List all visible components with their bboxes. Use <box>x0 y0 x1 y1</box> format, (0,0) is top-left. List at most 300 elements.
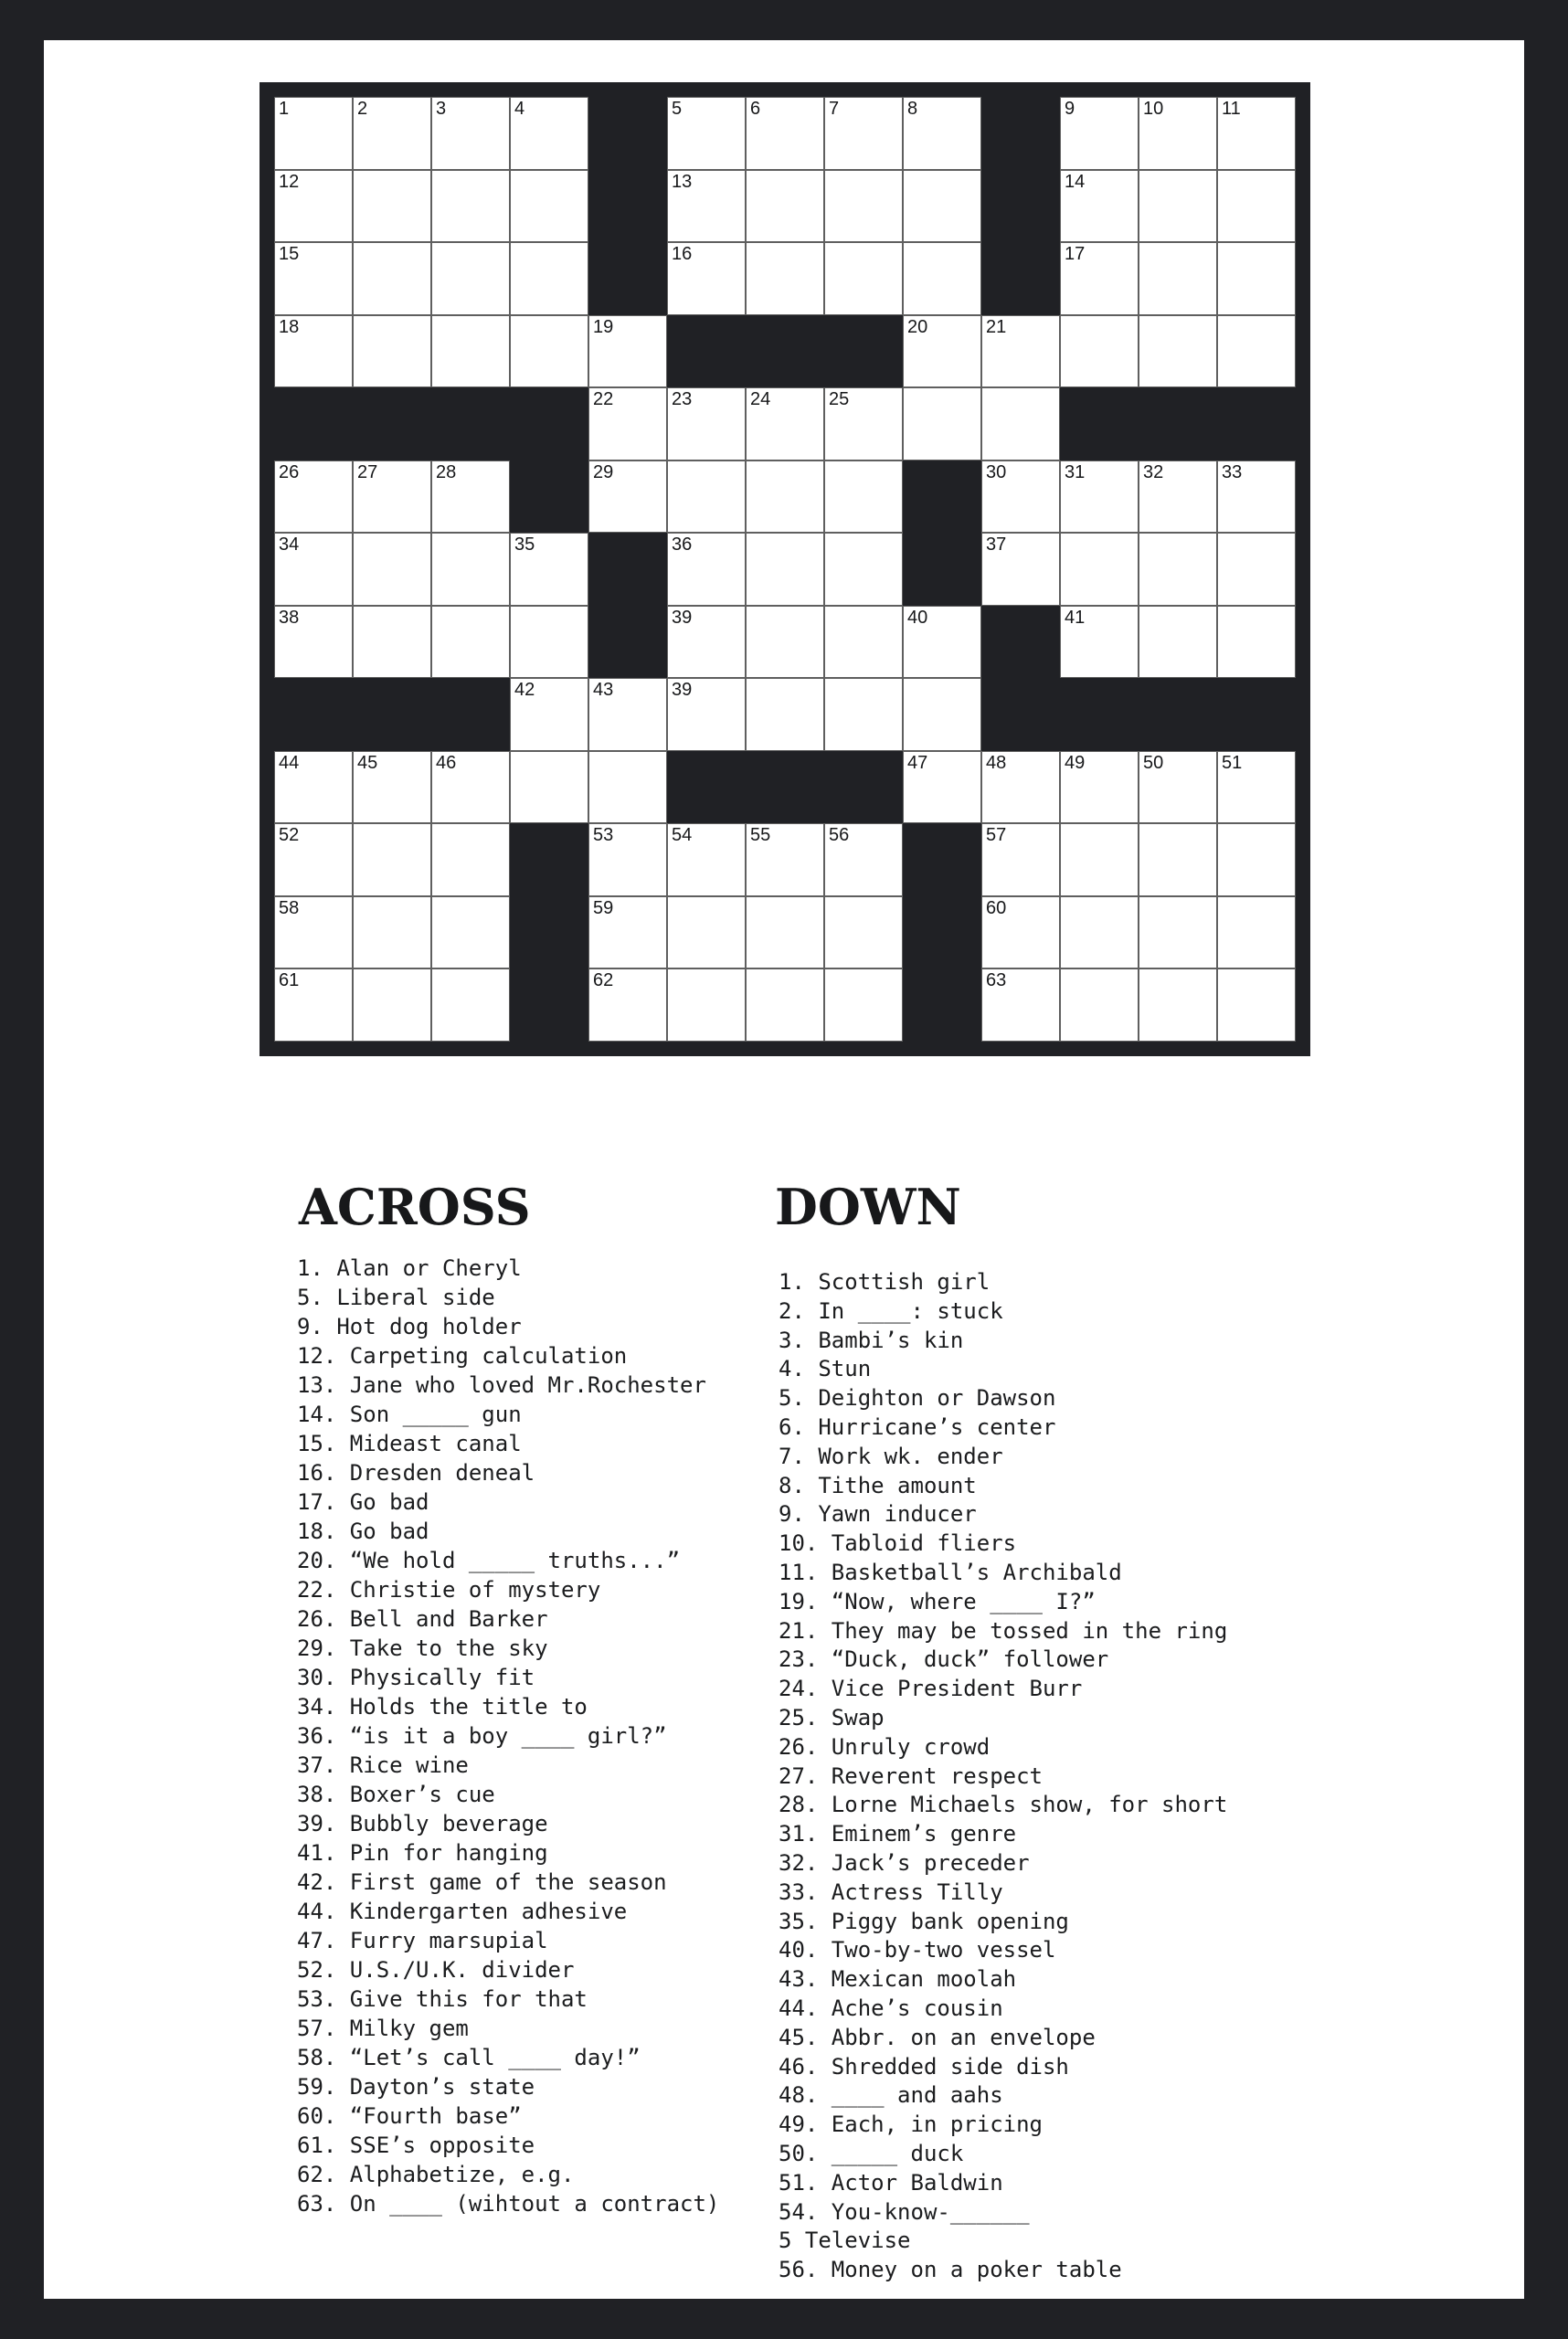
grid-cell[interactable] <box>274 242 353 315</box>
grid-cell[interactable] <box>1139 823 1217 896</box>
clue-line: 39. Bubbly beverage <box>297 1811 548 1836</box>
clue-line: 43. Mexican moolah <box>779 1966 1017 1993</box>
grid-cell[interactable] <box>667 606 746 679</box>
clue-line: 33. Actress Tilly <box>779 1879 1003 1905</box>
black-cell <box>588 242 667 315</box>
clue-line: 56. Money on a poker table <box>779 2257 1122 2283</box>
cell-number: 25 <box>829 389 850 409</box>
grid-cell[interactable] <box>1060 533 1139 606</box>
clue-line: 8. Tithe amount <box>779 1472 977 1498</box>
grid-cell[interactable] <box>746 97 824 170</box>
grid-cell[interactable] <box>1139 460 1217 534</box>
grid-cell[interactable] <box>588 896 667 969</box>
black-cell <box>981 606 1060 679</box>
grid-cell[interactable] <box>431 460 510 534</box>
clue-line: 11. Basketball’s Archibald <box>779 1559 1122 1585</box>
cell-number: 38 <box>279 607 300 628</box>
clue-line: 59. Dayton’s state <box>297 2074 535 2100</box>
grid-cell[interactable] <box>667 678 746 751</box>
grid-cell[interactable] <box>353 606 431 679</box>
cell-number: 28 <box>436 461 457 482</box>
cell-number: 8 <box>907 99 918 119</box>
clue-line: 52. U.S./U.K. divider <box>297 1957 575 1983</box>
cell-number: 29 <box>593 461 614 482</box>
clue-line: 36. “is it a boy ____ girl?” <box>297 1723 667 1749</box>
grid-cell[interactable] <box>981 751 1060 824</box>
grid-cell[interactable] <box>274 968 353 1042</box>
grid-cell[interactable] <box>1139 170 1217 243</box>
cell-number: 63 <box>986 970 1007 990</box>
grid-cell[interactable] <box>981 315 1060 388</box>
cell-number: 3 <box>436 99 447 119</box>
grid-cell[interactable] <box>1217 533 1296 606</box>
black-cell <box>1060 387 1139 460</box>
grid-cell[interactable] <box>667 460 746 534</box>
cell-number: 23 <box>672 389 693 409</box>
cell-number: 39 <box>672 607 693 628</box>
cell-number: 45 <box>357 752 378 773</box>
black-cell <box>510 823 588 896</box>
cell-number: 40 <box>907 607 928 628</box>
clue-line: 42. First game of the season <box>297 1869 667 1895</box>
clue-line: 7. Work wk. ender <box>779 1443 1003 1469</box>
cell-number: 36 <box>672 534 693 555</box>
clue-line: 29. Take to the sky <box>297 1635 548 1661</box>
grid-cell[interactable] <box>274 97 353 170</box>
cell-number: 5 <box>672 99 683 119</box>
cell-number: 44 <box>279 752 300 773</box>
grid-cell[interactable] <box>1060 823 1139 896</box>
cell-number: 6 <box>750 99 761 119</box>
grid-cell[interactable] <box>353 242 431 315</box>
grid-cell[interactable] <box>274 533 353 606</box>
black-cell <box>588 170 667 243</box>
grid-cell[interactable] <box>431 242 510 315</box>
clue-line: 62. Alphabetize, e.g. <box>297 2162 575 2187</box>
grid-cell[interactable] <box>903 606 981 679</box>
grid-cell[interactable] <box>1060 170 1139 243</box>
clue-line: 60. “Fourth base” <box>297 2103 522 2129</box>
clue-line: 21. They may be tossed in the ring <box>779 1617 1228 1644</box>
cell-number: 55 <box>750 825 771 845</box>
grid-cell[interactable] <box>510 606 588 679</box>
black-cell <box>1217 678 1296 751</box>
grid-cell[interactable] <box>903 678 981 751</box>
cell-number: 50 <box>1143 752 1164 773</box>
clue-line: 1. Alan or Cheryl <box>297 1255 522 1281</box>
grid-cell[interactable] <box>353 968 431 1042</box>
down-clue-list <box>779 1268 1227 2285</box>
black-cell <box>510 896 588 969</box>
grid-cell[interactable] <box>1139 751 1217 824</box>
grid-cell[interactable] <box>274 606 353 679</box>
black-cell <box>588 606 667 679</box>
grid-cell[interactable] <box>903 315 981 388</box>
black-cell <box>903 896 981 969</box>
grid-cell[interactable] <box>1217 97 1296 170</box>
grid-cell[interactable] <box>1217 606 1296 679</box>
cell-number: 48 <box>986 752 1007 773</box>
grid-cell[interactable] <box>824 170 903 243</box>
grid-cell[interactable] <box>667 97 746 170</box>
grid-cell[interactable] <box>903 387 981 460</box>
cell-number: 30 <box>986 461 1007 482</box>
grid-cell[interactable] <box>274 751 353 824</box>
clue-line: 20. “We hold _____ truths...” <box>297 1548 681 1573</box>
grid-cell[interactable] <box>1060 896 1139 969</box>
cell-number: 56 <box>829 825 850 845</box>
clue-line: 50. _____ duck <box>779 2140 964 2166</box>
clue-line: 16. Dresden deneal <box>297 1460 535 1486</box>
cell-number: 51 <box>1222 752 1243 773</box>
cell-number: 35 <box>514 534 535 555</box>
grid-cell[interactable] <box>588 460 667 534</box>
across-header: ACROSS <box>299 1178 531 1236</box>
grid-cell[interactable] <box>274 170 353 243</box>
clue-line: 5. Deighton or Dawson <box>779 1385 1056 1412</box>
grid-cell[interactable] <box>1060 968 1139 1042</box>
cell-number: 43 <box>593 680 614 700</box>
grid-cell[interactable] <box>353 97 431 170</box>
clue-line: 34. Holds the title to <box>297 1694 588 1720</box>
grid-cell[interactable] <box>431 170 510 243</box>
grid-cell[interactable] <box>274 315 353 388</box>
cell-number: 1 <box>279 99 290 119</box>
black-cell <box>667 751 746 824</box>
grid-cell[interactable] <box>667 242 746 315</box>
grid-cell[interactable] <box>1060 242 1139 315</box>
across-clue-list <box>297 1254 719 2218</box>
cell-number: 41 <box>1065 607 1086 628</box>
grid-cell[interactable] <box>1217 170 1296 243</box>
grid-cell[interactable] <box>824 823 903 896</box>
grid-cell[interactable] <box>588 387 667 460</box>
cell-number: 47 <box>907 752 928 773</box>
grid-cell[interactable] <box>981 533 1060 606</box>
grid-cell[interactable] <box>824 968 903 1042</box>
clue-line: 5. Liberal side <box>297 1285 495 1310</box>
grid-cell[interactable] <box>981 968 1060 1042</box>
black-cell <box>903 460 981 534</box>
grid-cell[interactable] <box>1217 242 1296 315</box>
cell-number: 42 <box>514 680 535 700</box>
cell-number: 58 <box>279 897 300 918</box>
black-cell <box>746 315 824 388</box>
clue-line: 40. Two-by-two vessel <box>779 1937 1056 1963</box>
grid-cell[interactable] <box>431 606 510 679</box>
clue-line: 26. Bell and Barker <box>297 1606 548 1632</box>
clue-line: 10. Tabloid fliers <box>779 1530 1017 1557</box>
grid-cell[interactable] <box>1060 460 1139 534</box>
cell-number: 54 <box>672 825 693 845</box>
clue-line: 27. Reverent respect <box>779 1762 1043 1789</box>
grid-cell[interactable] <box>353 315 431 388</box>
grid-cell[interactable] <box>1139 97 1217 170</box>
cell-number: 27 <box>357 461 378 482</box>
cell-number: 24 <box>750 389 771 409</box>
clue-line: 22. Christie of mystery <box>297 1577 601 1603</box>
grid-cell[interactable] <box>1217 968 1296 1042</box>
cell-number: 49 <box>1065 752 1086 773</box>
cell-number: 12 <box>279 171 300 192</box>
grid-cell[interactable] <box>1217 315 1296 388</box>
clue-line: 6. Hurricane’s center <box>779 1413 1056 1440</box>
cell-number: 57 <box>986 825 1007 845</box>
grid-cell[interactable] <box>746 170 824 243</box>
grid-cell[interactable] <box>824 606 903 679</box>
clue-line: 4. Stun <box>779 1356 872 1382</box>
cell-number: 52 <box>279 825 300 845</box>
cell-number: 60 <box>986 897 1007 918</box>
clue-line: 47. Furry marsupial <box>297 1928 548 1953</box>
black-cell <box>824 751 903 824</box>
cell-number: 15 <box>279 244 300 264</box>
grid-cell[interactable] <box>1217 896 1296 969</box>
cell-number: 32 <box>1143 461 1164 482</box>
clue-line: 54. You-know-______ <box>779 2198 1030 2225</box>
grid-cell[interactable] <box>824 387 903 460</box>
clue-line: 9. Yawn inducer <box>779 1501 977 1528</box>
grid-cell[interactable] <box>824 896 903 969</box>
black-cell <box>981 97 1060 170</box>
grid-cell[interactable] <box>431 896 510 969</box>
grid-cell[interactable] <box>667 533 746 606</box>
cell-number: 4 <box>514 99 525 119</box>
grid-cell[interactable] <box>353 170 431 243</box>
grid-cell[interactable] <box>431 533 510 606</box>
grid-cell[interactable] <box>667 896 746 969</box>
cell-number: 46 <box>436 752 457 773</box>
cell-number: 7 <box>829 99 840 119</box>
black-cell <box>510 968 588 1042</box>
grid-cell[interactable] <box>1139 968 1217 1042</box>
clue-line: 9. Hot dog holder <box>297 1314 522 1339</box>
grid-cell[interactable] <box>981 823 1060 896</box>
clue-line: 13. Jane who loved Mr.Rochester <box>297 1372 706 1398</box>
black-cell <box>1139 678 1217 751</box>
grid-cell[interactable] <box>1217 823 1296 896</box>
clue-line: 58. “Let’s call ____ day!” <box>297 2045 641 2070</box>
clue-line: 23. “Duck, duck” follower <box>779 1646 1109 1673</box>
grid-cell[interactable] <box>746 242 824 315</box>
grid-cell[interactable] <box>510 315 588 388</box>
grid-cell[interactable] <box>746 460 824 534</box>
grid-cell[interactable] <box>353 823 431 896</box>
grid-cell[interactable] <box>746 387 824 460</box>
grid-cell[interactable] <box>588 315 667 388</box>
grid-cell[interactable] <box>746 823 824 896</box>
grid-cell[interactable] <box>431 97 510 170</box>
grid-cell[interactable] <box>510 751 588 824</box>
grid-cell[interactable] <box>1139 533 1217 606</box>
clue-line: 31. Eminem’s genre <box>779 1821 1017 1847</box>
grid-cell[interactable] <box>1139 606 1217 679</box>
grid-cell[interactable] <box>903 170 981 243</box>
grid-cell[interactable] <box>667 968 746 1042</box>
cell-number: 17 <box>1065 244 1086 264</box>
cell-number: 39 <box>672 680 693 700</box>
clue-line: 45. Abbr. on an envelope <box>779 2024 1096 2050</box>
black-cell <box>1139 387 1217 460</box>
grid-cell[interactable] <box>824 242 903 315</box>
clue-line: 26. Unruly crowd <box>779 1733 991 1760</box>
grid-cell[interactable] <box>510 678 588 751</box>
grid-cell[interactable] <box>903 751 981 824</box>
black-cell <box>274 387 353 460</box>
black-cell <box>824 315 903 388</box>
clue-line: 18. Go bad <box>297 1519 429 1544</box>
black-cell <box>903 533 981 606</box>
black-cell <box>1060 678 1139 751</box>
black-cell <box>510 387 588 460</box>
black-cell <box>981 678 1060 751</box>
grid-cell[interactable] <box>1217 460 1296 534</box>
black-cell <box>667 315 746 388</box>
clue-line: 19. “Now, where ____ I?” <box>779 1588 1096 1614</box>
clue-line: 1. Scottish girl <box>779 1269 991 1295</box>
grid-cell[interactable] <box>1139 242 1217 315</box>
grid-cell[interactable] <box>588 678 667 751</box>
cell-number: 16 <box>672 244 693 264</box>
grid-cell[interactable] <box>431 315 510 388</box>
cell-number: 59 <box>593 897 614 918</box>
clue-line: 48. ____ and aahs <box>779 2082 1003 2109</box>
grid-cell[interactable] <box>746 533 824 606</box>
clue-line: 57. Milky gem <box>297 2016 469 2041</box>
grid-cell[interactable] <box>824 533 903 606</box>
grid-cell[interactable] <box>1060 751 1139 824</box>
cell-number: 19 <box>593 316 614 337</box>
down-header: DOWN <box>775 1178 961 1236</box>
grid-cell[interactable] <box>510 533 588 606</box>
grid-cell[interactable] <box>981 896 1060 969</box>
clue-line: 5 Televise <box>779 2228 911 2254</box>
grid-cell[interactable] <box>431 823 510 896</box>
grid-cell[interactable] <box>981 387 1060 460</box>
clue-line: 49. Each, in pricing <box>779 2111 1043 2138</box>
grid-cell[interactable] <box>588 751 667 824</box>
cell-number: 10 <box>1143 99 1164 119</box>
cell-number: 21 <box>986 316 1007 337</box>
cell-number: 14 <box>1065 171 1086 192</box>
grid-cell[interactable] <box>1217 751 1296 824</box>
clue-line: 35. Piggy bank opening <box>779 1908 1069 1934</box>
cell-number: 31 <box>1065 461 1086 482</box>
grid-cell[interactable] <box>824 678 903 751</box>
grid-cell[interactable] <box>431 751 510 824</box>
clue-line: 53. Give this for that <box>297 1986 588 2012</box>
grid-cell[interactable] <box>353 460 431 534</box>
clue-line: 14. Son _____ gun <box>297 1402 522 1427</box>
black-cell <box>903 823 981 896</box>
grid-cell[interactable] <box>667 170 746 243</box>
black-cell <box>746 751 824 824</box>
grid-cell[interactable] <box>824 97 903 170</box>
clue-line: 24. Vice President Burr <box>779 1676 1083 1702</box>
cell-number: 20 <box>907 316 928 337</box>
grid-cell[interactable] <box>1139 896 1217 969</box>
clue-line: 28. Lorne Michaels show, for short <box>779 1792 1228 1818</box>
clue-line: 37. Rice wine <box>297 1752 469 1778</box>
grid-cell[interactable] <box>824 460 903 534</box>
cell-number: 62 <box>593 970 614 990</box>
cell-number: 37 <box>986 534 1007 555</box>
black-cell <box>1217 387 1296 460</box>
grid-cell[interactable] <box>274 823 353 896</box>
grid-cell[interactable] <box>353 533 431 606</box>
grid-cell[interactable] <box>1060 606 1139 679</box>
grid-cell[interactable] <box>274 460 353 534</box>
cell-number: 53 <box>593 825 614 845</box>
cell-number: 61 <box>279 970 300 990</box>
cell-number: 34 <box>279 534 300 555</box>
clue-line: 44. Kindergarten adhesive <box>297 1899 628 1924</box>
grid-cell[interactable] <box>667 387 746 460</box>
grid-cell[interactable] <box>510 242 588 315</box>
clue-line: 15. Mideast canal <box>297 1431 522 1456</box>
cell-number: 13 <box>672 171 693 192</box>
grid-cell[interactable] <box>1139 315 1217 388</box>
clue-line: 32. Jack’s preceder <box>779 1849 1030 1876</box>
cell-number: 22 <box>593 389 614 409</box>
clue-line: 44. Ache’s cousin <box>779 1995 1003 2021</box>
black-cell <box>353 678 431 751</box>
grid-cell[interactable] <box>353 751 431 824</box>
black-cell <box>431 678 510 751</box>
black-cell <box>353 387 431 460</box>
cell-number: 26 <box>279 461 300 482</box>
black-cell <box>274 678 353 751</box>
grid-cell[interactable] <box>588 968 667 1042</box>
grid-cell[interactable] <box>510 97 588 170</box>
clue-line: 61. SSE’s opposite <box>297 2133 535 2158</box>
grid-cell[interactable] <box>353 896 431 969</box>
clue-line: 2. In ____: stuck <box>779 1297 1003 1324</box>
clue-line: 17. Go bad <box>297 1489 429 1515</box>
cell-number: 18 <box>279 316 300 337</box>
grid-cell[interactable] <box>981 460 1060 534</box>
clue-line: 12. Carpeting calculation <box>297 1343 628 1369</box>
grid-cell[interactable] <box>667 823 746 896</box>
black-cell <box>588 533 667 606</box>
grid-cell[interactable] <box>903 97 981 170</box>
grid-cell[interactable] <box>510 170 588 243</box>
clue-line: 51. Actor Baldwin <box>779 2169 1003 2196</box>
grid-cell[interactable] <box>274 896 353 969</box>
grid-cell[interactable] <box>746 968 824 1042</box>
clue-line: 38. Boxer’s cue <box>297 1782 495 1807</box>
clue-line: 41. Pin for hanging <box>297 1840 548 1866</box>
cell-number: 2 <box>357 99 368 119</box>
black-cell <box>588 97 667 170</box>
cell-number: 11 <box>1222 99 1241 119</box>
black-cell <box>510 460 588 534</box>
grid-cell[interactable] <box>746 678 824 751</box>
black-cell <box>431 387 510 460</box>
clue-line: 46. Shredded side dish <box>779 2053 1069 2080</box>
black-cell <box>981 242 1060 315</box>
clue-line: 25. Swap <box>779 1704 885 1730</box>
crossword-grid <box>260 82 1310 1056</box>
grid-cell[interactable] <box>746 896 824 969</box>
grid-cell[interactable] <box>746 606 824 679</box>
grid-cell[interactable] <box>431 968 510 1042</box>
grid-cell[interactable] <box>903 242 981 315</box>
clue-line: 3. Bambi’s kin <box>779 1327 964 1353</box>
grid-cell[interactable] <box>1060 315 1139 388</box>
grid-cell[interactable] <box>588 823 667 896</box>
grid-cell[interactable] <box>1060 97 1139 170</box>
